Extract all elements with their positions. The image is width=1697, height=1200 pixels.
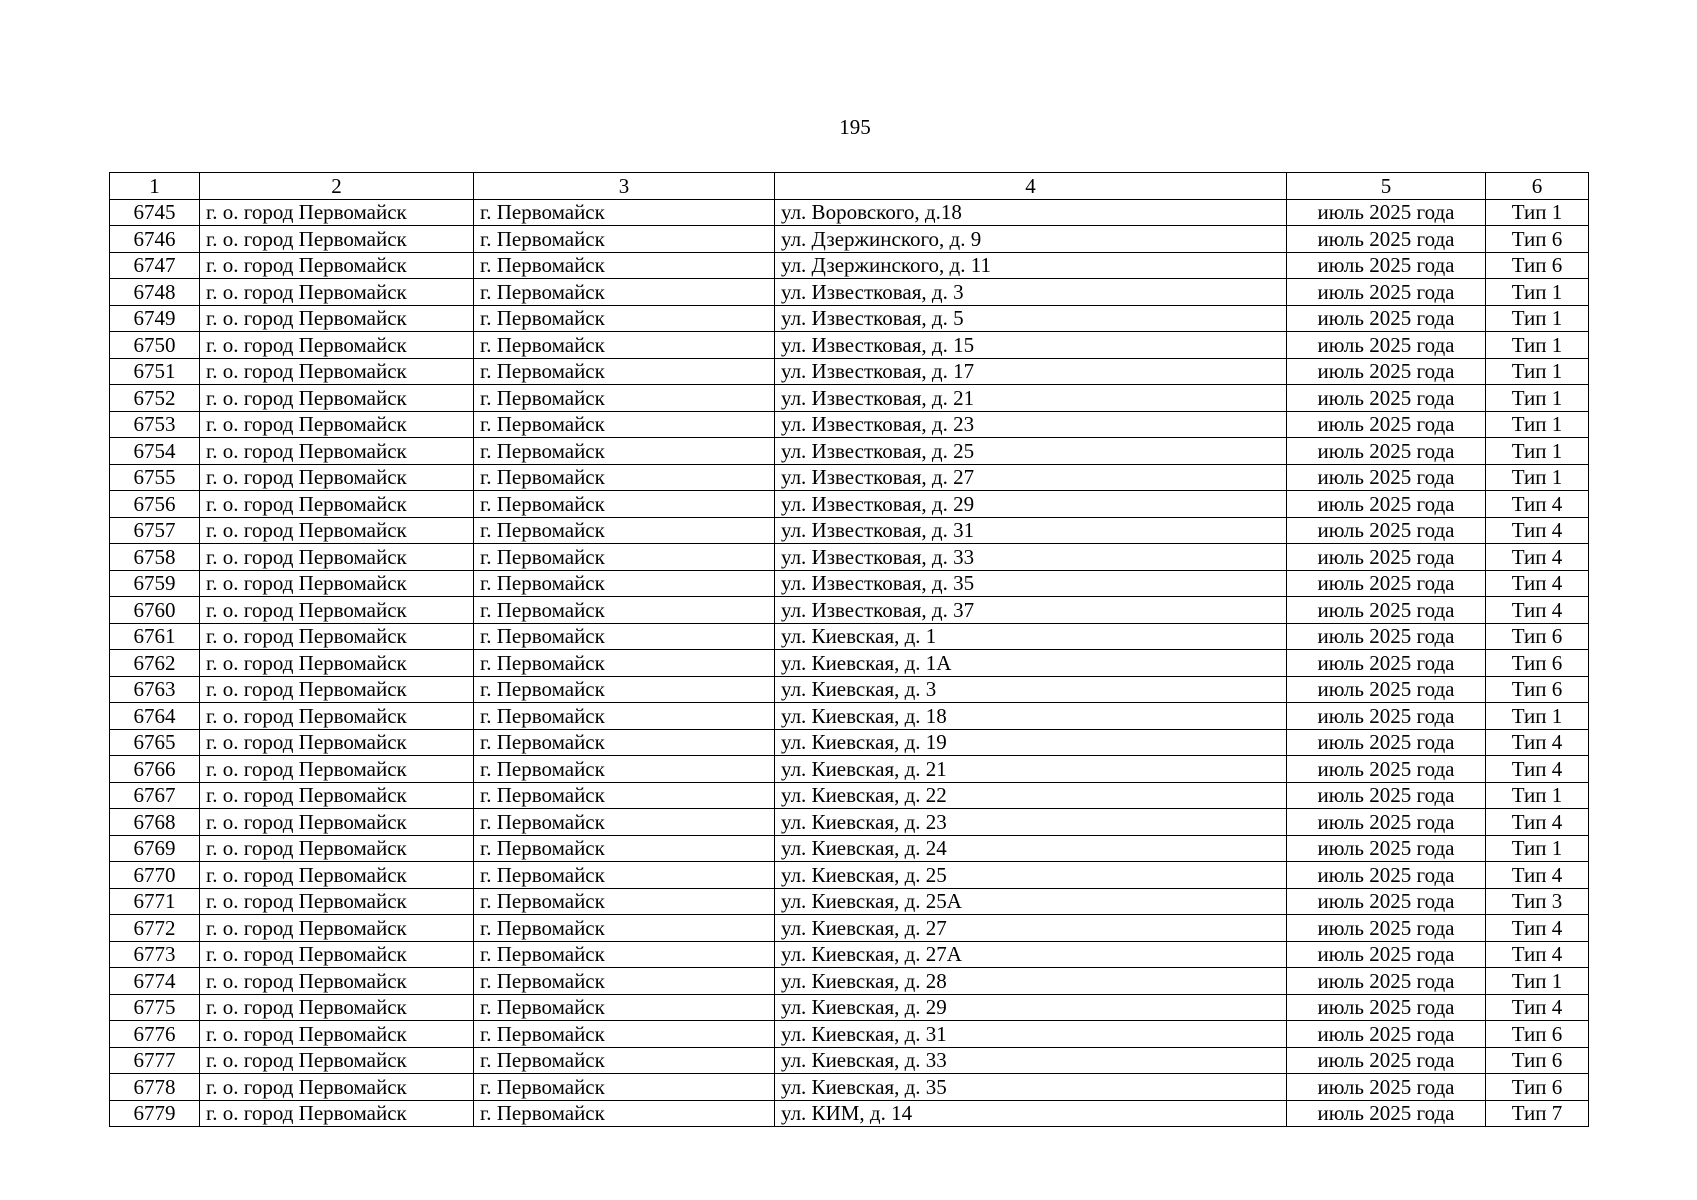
address-cell: ул. Киевская, д. 29 bbox=[775, 994, 1287, 1021]
row-number-cell: 6753 bbox=[110, 411, 200, 438]
column-header: 6 bbox=[1486, 173, 1589, 200]
row-number-cell: 6756 bbox=[110, 491, 200, 518]
address-cell: ул. Известковая, д. 29 bbox=[775, 491, 1287, 518]
header-row bbox=[110, 173, 1589, 200]
row-number-cell: 6762 bbox=[110, 650, 200, 677]
table-row bbox=[110, 199, 1589, 226]
column-header: 5 bbox=[1287, 173, 1486, 200]
date-cell: июль 2025 года bbox=[1287, 1021, 1486, 1048]
table-row bbox=[110, 385, 1589, 412]
district-cell: г. о. город Первомайск bbox=[200, 570, 474, 597]
row-number-cell: 6778 bbox=[110, 1074, 200, 1101]
date-cell: июль 2025 года bbox=[1287, 305, 1486, 332]
city-cell: г. Первомайск bbox=[474, 994, 775, 1021]
district-cell: г. о. город Первомайск bbox=[200, 915, 474, 942]
date-cell: июль 2025 года bbox=[1287, 941, 1486, 968]
column-header: 3 bbox=[474, 173, 775, 200]
district-cell: г. о. город Первомайск bbox=[200, 279, 474, 306]
table-row bbox=[110, 994, 1589, 1021]
type-cell: Тип 6 bbox=[1486, 650, 1589, 677]
date-cell: июль 2025 года bbox=[1287, 385, 1486, 412]
row-number-cell: 6770 bbox=[110, 862, 200, 889]
type-cell: Тип 1 bbox=[1486, 438, 1589, 465]
date-cell: июль 2025 года bbox=[1287, 703, 1486, 730]
address-cell: ул. Известковая, д. 21 bbox=[775, 385, 1287, 412]
district-cell: г. о. город Первомайск bbox=[200, 941, 474, 968]
district-cell: г. о. город Первомайск bbox=[200, 862, 474, 889]
address-cell: ул. Киевская, д. 22 bbox=[775, 782, 1287, 809]
district-cell: г. о. город Первомайск bbox=[200, 544, 474, 571]
address-cell: ул. Дзержинского, д. 11 bbox=[775, 252, 1287, 279]
district-cell: г. о. город Первомайск bbox=[200, 1021, 474, 1048]
city-cell: г. Первомайск bbox=[474, 1021, 775, 1048]
type-cell: Тип 4 bbox=[1486, 941, 1589, 968]
district-cell: г. о. город Первомайск bbox=[200, 332, 474, 359]
date-cell: июль 2025 года bbox=[1287, 464, 1486, 491]
city-cell: г. Первомайск bbox=[474, 358, 775, 385]
type-cell: Тип 6 bbox=[1486, 252, 1589, 279]
city-cell: г. Первомайск bbox=[474, 915, 775, 942]
type-cell: Тип 4 bbox=[1486, 597, 1589, 624]
type-cell: Тип 4 bbox=[1486, 491, 1589, 518]
table-row bbox=[110, 888, 1589, 915]
date-cell: июль 2025 года bbox=[1287, 968, 1486, 995]
type-cell: Тип 4 bbox=[1486, 994, 1589, 1021]
district-cell: г. о. город Первомайск bbox=[200, 464, 474, 491]
type-cell: Тип 4 bbox=[1486, 544, 1589, 571]
row-number-cell: 6760 bbox=[110, 597, 200, 624]
table-row bbox=[110, 862, 1589, 889]
type-cell: Тип 4 bbox=[1486, 517, 1589, 544]
date-cell: июль 2025 года bbox=[1287, 226, 1486, 253]
date-cell: июль 2025 года bbox=[1287, 252, 1486, 279]
type-cell: Тип 4 bbox=[1486, 809, 1589, 836]
type-cell: Тип 4 bbox=[1486, 862, 1589, 889]
table-row bbox=[110, 438, 1589, 465]
row-number-cell: 6777 bbox=[110, 1047, 200, 1074]
city-cell: г. Первомайск bbox=[474, 676, 775, 703]
city-cell: г. Первомайск bbox=[474, 252, 775, 279]
district-cell: г. о. город Первомайск bbox=[200, 1074, 474, 1101]
date-cell: июль 2025 года bbox=[1287, 888, 1486, 915]
table-row bbox=[110, 1047, 1589, 1074]
district-cell: г. о. город Первомайск bbox=[200, 729, 474, 756]
district-cell: г. о. город Первомайск bbox=[200, 252, 474, 279]
date-cell: июль 2025 года bbox=[1287, 809, 1486, 836]
address-cell: ул. Киевская, д. 21 bbox=[775, 756, 1287, 783]
date-cell: июль 2025 года bbox=[1287, 517, 1486, 544]
district-cell: г. о. город Первомайск bbox=[200, 676, 474, 703]
city-cell: г. Первомайск bbox=[474, 226, 775, 253]
row-number-cell: 6749 bbox=[110, 305, 200, 332]
date-cell: июль 2025 года bbox=[1287, 491, 1486, 518]
date-cell: июль 2025 года bbox=[1287, 862, 1486, 889]
address-cell: ул. Киевская, д. 27 bbox=[775, 915, 1287, 942]
table-row bbox=[110, 703, 1589, 730]
type-cell: Тип 1 bbox=[1486, 835, 1589, 862]
address-cell: ул. Известковая, д. 37 bbox=[775, 597, 1287, 624]
row-number-cell: 6755 bbox=[110, 464, 200, 491]
table-row bbox=[110, 756, 1589, 783]
city-cell: г. Первомайск bbox=[474, 941, 775, 968]
district-cell: г. о. город Первомайск bbox=[200, 597, 474, 624]
table-row bbox=[110, 729, 1589, 756]
city-cell: г. Первомайск bbox=[474, 650, 775, 677]
table-row bbox=[110, 1074, 1589, 1101]
row-number-cell: 6771 bbox=[110, 888, 200, 915]
city-cell: г. Первомайск bbox=[474, 1074, 775, 1101]
type-cell: Тип 4 bbox=[1486, 729, 1589, 756]
type-cell: Тип 1 bbox=[1486, 279, 1589, 306]
address-cell: ул. Известковая, д. 31 bbox=[775, 517, 1287, 544]
city-cell: г. Первомайск bbox=[474, 623, 775, 650]
district-cell: г. о. город Первомайск bbox=[200, 756, 474, 783]
address-cell: ул. Киевская, д. 33 bbox=[775, 1047, 1287, 1074]
district-cell: г. о. город Первомайск bbox=[200, 411, 474, 438]
date-cell: июль 2025 года bbox=[1287, 676, 1486, 703]
address-cell: ул. Известковая, д. 27 bbox=[775, 464, 1287, 491]
district-cell: г. о. город Первомайск bbox=[200, 358, 474, 385]
city-cell: г. Первомайск bbox=[474, 385, 775, 412]
table-row bbox=[110, 809, 1589, 836]
table-row bbox=[110, 332, 1589, 359]
district-cell: г. о. город Первомайск bbox=[200, 782, 474, 809]
table-header bbox=[110, 173, 1589, 200]
date-cell: июль 2025 года bbox=[1287, 358, 1486, 385]
page-number: 195 bbox=[839, 115, 871, 139]
row-number-cell: 6768 bbox=[110, 809, 200, 836]
row-number-cell: 6745 bbox=[110, 199, 200, 226]
row-number-cell: 6772 bbox=[110, 915, 200, 942]
table-row bbox=[110, 226, 1589, 253]
row-number-cell: 6748 bbox=[110, 279, 200, 306]
table-row bbox=[110, 968, 1589, 995]
table-body bbox=[110, 199, 1589, 1127]
district-cell: г. о. город Первомайск bbox=[200, 1047, 474, 1074]
table-row bbox=[110, 650, 1589, 677]
address-cell: ул. Киевская, д. 23 bbox=[775, 809, 1287, 836]
city-cell: г. Первомайск bbox=[474, 199, 775, 226]
date-cell: июль 2025 года bbox=[1287, 1074, 1486, 1101]
row-number-cell: 6746 bbox=[110, 226, 200, 253]
row-number-cell: 6779 bbox=[110, 1100, 200, 1127]
city-cell: г. Первомайск bbox=[474, 464, 775, 491]
type-cell: Тип 6 bbox=[1486, 1047, 1589, 1074]
type-cell: Тип 1 bbox=[1486, 411, 1589, 438]
row-number-cell: 6757 bbox=[110, 517, 200, 544]
address-cell: ул. Воровского, д.18 bbox=[775, 199, 1287, 226]
table-row bbox=[110, 252, 1589, 279]
type-cell: Тип 6 bbox=[1486, 623, 1589, 650]
type-cell: Тип 1 bbox=[1486, 703, 1589, 730]
city-cell: г. Первомайск bbox=[474, 411, 775, 438]
row-number-cell: 6774 bbox=[110, 968, 200, 995]
column-header: 4 bbox=[775, 173, 1287, 200]
row-number-cell: 6759 bbox=[110, 570, 200, 597]
date-cell: июль 2025 года bbox=[1287, 650, 1486, 677]
address-cell: ул. Киевская, д. 25 bbox=[775, 862, 1287, 889]
table-row bbox=[110, 676, 1589, 703]
date-cell: июль 2025 года bbox=[1287, 756, 1486, 783]
address-cell: ул. Известковая, д. 23 bbox=[775, 411, 1287, 438]
table-row bbox=[110, 305, 1589, 332]
row-number-cell: 6769 bbox=[110, 835, 200, 862]
city-cell: г. Первомайск bbox=[474, 756, 775, 783]
type-cell: Тип 3 bbox=[1486, 888, 1589, 915]
table-row bbox=[110, 491, 1589, 518]
date-cell: июль 2025 года bbox=[1287, 199, 1486, 226]
table-row bbox=[110, 411, 1589, 438]
city-cell: г. Первомайск bbox=[474, 862, 775, 889]
type-cell: Тип 4 bbox=[1486, 915, 1589, 942]
type-cell: Тип 1 bbox=[1486, 782, 1589, 809]
type-cell: Тип 1 bbox=[1486, 305, 1589, 332]
city-cell: г. Первомайск bbox=[474, 491, 775, 518]
table-row bbox=[110, 623, 1589, 650]
address-cell: ул. Киевская, д. 1 bbox=[775, 623, 1287, 650]
district-cell: г. о. город Первомайск bbox=[200, 835, 474, 862]
city-cell: г. Первомайск bbox=[474, 1100, 775, 1127]
date-cell: июль 2025 года bbox=[1287, 994, 1486, 1021]
date-cell: июль 2025 года bbox=[1287, 623, 1486, 650]
city-cell: г. Первомайск bbox=[474, 544, 775, 571]
type-cell: Тип 1 bbox=[1486, 358, 1589, 385]
type-cell: Тип 1 bbox=[1486, 199, 1589, 226]
address-cell: ул. Киевская, д. 1А bbox=[775, 650, 1287, 677]
district-cell: г. о. город Первомайск bbox=[200, 994, 474, 1021]
address-cell: ул. Киевская, д. 31 bbox=[775, 1021, 1287, 1048]
date-cell: июль 2025 года bbox=[1287, 544, 1486, 571]
city-cell: г. Первомайск bbox=[474, 703, 775, 730]
district-cell: г. о. город Первомайск bbox=[200, 623, 474, 650]
row-number-cell: 6775 bbox=[110, 994, 200, 1021]
row-number-cell: 6761 bbox=[110, 623, 200, 650]
city-cell: г. Первомайск bbox=[474, 888, 775, 915]
address-cell: ул. Киевская, д. 24 bbox=[775, 835, 1287, 862]
city-cell: г. Первомайск bbox=[474, 968, 775, 995]
type-cell: Тип 4 bbox=[1486, 570, 1589, 597]
row-number-cell: 6767 bbox=[110, 782, 200, 809]
address-cell: ул. Киевская, д. 18 bbox=[775, 703, 1287, 730]
address-cell: ул. Киевская, д. 28 bbox=[775, 968, 1287, 995]
district-cell: г. о. город Первомайск bbox=[200, 305, 474, 332]
address-cell: ул. Известковая, д. 3 bbox=[775, 279, 1287, 306]
district-cell: г. о. город Первомайск bbox=[200, 517, 474, 544]
type-cell: Тип 6 bbox=[1486, 226, 1589, 253]
address-cell: ул. Известковая, д. 5 bbox=[775, 305, 1287, 332]
type-cell: Тип 6 bbox=[1486, 1021, 1589, 1048]
table-row bbox=[110, 1021, 1589, 1048]
district-cell: г. о. город Первомайск bbox=[200, 438, 474, 465]
table-row bbox=[110, 597, 1589, 624]
date-cell: июль 2025 года bbox=[1287, 782, 1486, 809]
column-header: 1 bbox=[110, 173, 200, 200]
type-cell: Тип 4 bbox=[1486, 756, 1589, 783]
date-cell: июль 2025 года bbox=[1287, 835, 1486, 862]
date-cell: июль 2025 года bbox=[1287, 570, 1486, 597]
row-number-cell: 6776 bbox=[110, 1021, 200, 1048]
table-row bbox=[110, 915, 1589, 942]
table-row bbox=[110, 1100, 1589, 1127]
type-cell: Тип 1 bbox=[1486, 464, 1589, 491]
table-row bbox=[110, 517, 1589, 544]
table-row bbox=[110, 544, 1589, 571]
row-number-cell: 6747 bbox=[110, 252, 200, 279]
district-cell: г. о. город Первомайск bbox=[200, 968, 474, 995]
city-cell: г. Первомайск bbox=[474, 835, 775, 862]
table-row bbox=[110, 782, 1589, 809]
address-cell: ул. Дзержинского, д. 9 bbox=[775, 226, 1287, 253]
date-cell: июль 2025 года bbox=[1287, 411, 1486, 438]
date-cell: июль 2025 года bbox=[1287, 438, 1486, 465]
city-cell: г. Первомайск bbox=[474, 597, 775, 624]
row-number-cell: 6758 bbox=[110, 544, 200, 571]
column-header: 2 bbox=[200, 173, 474, 200]
date-cell: июль 2025 года bbox=[1287, 597, 1486, 624]
city-cell: г. Первомайск bbox=[474, 305, 775, 332]
row-number-cell: 6764 bbox=[110, 703, 200, 730]
address-cell: ул. КИМ, д. 14 bbox=[775, 1100, 1287, 1127]
city-cell: г. Первомайск bbox=[474, 1047, 775, 1074]
registry-table bbox=[109, 172, 1589, 1127]
district-cell: г. о. город Первомайск bbox=[200, 650, 474, 677]
city-cell: г. Первомайск bbox=[474, 570, 775, 597]
city-cell: г. Первомайск bbox=[474, 332, 775, 359]
district-cell: г. о. город Первомайск bbox=[200, 703, 474, 730]
row-number-cell: 6766 bbox=[110, 756, 200, 783]
type-cell: Тип 1 bbox=[1486, 385, 1589, 412]
district-cell: г. о. город Первомайск bbox=[200, 1100, 474, 1127]
table-row bbox=[110, 570, 1589, 597]
city-cell: г. Первомайск bbox=[474, 729, 775, 756]
type-cell: Тип 6 bbox=[1486, 1074, 1589, 1101]
date-cell: июль 2025 года bbox=[1287, 332, 1486, 359]
table-row bbox=[110, 941, 1589, 968]
table-row bbox=[110, 358, 1589, 385]
table-row bbox=[110, 279, 1589, 306]
city-cell: г. Первомайск bbox=[474, 782, 775, 809]
district-cell: г. о. город Первомайск bbox=[200, 809, 474, 836]
table-row bbox=[110, 835, 1589, 862]
address-cell: ул. Киевская, д. 27А bbox=[775, 941, 1287, 968]
row-number-cell: 6765 bbox=[110, 729, 200, 756]
address-cell: ул. Известковая, д. 33 bbox=[775, 544, 1287, 571]
type-cell: Тип 1 bbox=[1486, 968, 1589, 995]
date-cell: июль 2025 года bbox=[1287, 1100, 1486, 1127]
address-cell: ул. Киевская, д. 35 bbox=[775, 1074, 1287, 1101]
row-number-cell: 6751 bbox=[110, 358, 200, 385]
district-cell: г. о. город Первомайск bbox=[200, 888, 474, 915]
address-cell: ул. Известковая, д. 15 bbox=[775, 332, 1287, 359]
row-number-cell: 6754 bbox=[110, 438, 200, 465]
type-cell: Тип 7 bbox=[1486, 1100, 1589, 1127]
type-cell: Тип 6 bbox=[1486, 676, 1589, 703]
date-cell: июль 2025 года bbox=[1287, 729, 1486, 756]
city-cell: г. Первомайск bbox=[474, 809, 775, 836]
address-cell: ул. Известковая, д. 17 bbox=[775, 358, 1287, 385]
address-cell: ул. Киевская, д. 19 bbox=[775, 729, 1287, 756]
date-cell: июль 2025 года bbox=[1287, 1047, 1486, 1074]
row-number-cell: 6752 bbox=[110, 385, 200, 412]
district-cell: г. о. город Первомайск bbox=[200, 385, 474, 412]
district-cell: г. о. город Первомайск bbox=[200, 199, 474, 226]
district-cell: г. о. город Первомайск bbox=[200, 491, 474, 518]
type-cell: Тип 1 bbox=[1486, 332, 1589, 359]
city-cell: г. Первомайск bbox=[474, 517, 775, 544]
city-cell: г. Первомайск bbox=[474, 438, 775, 465]
city-cell: г. Первомайск bbox=[474, 279, 775, 306]
address-cell: ул. Киевская, д. 3 bbox=[775, 676, 1287, 703]
row-number-cell: 6763 bbox=[110, 676, 200, 703]
district-cell: г. о. город Первомайск bbox=[200, 226, 474, 253]
date-cell: июль 2025 года bbox=[1287, 279, 1486, 306]
row-number-cell: 6750 bbox=[110, 332, 200, 359]
address-cell: ул. Известковая, д. 35 bbox=[775, 570, 1287, 597]
row-number-cell: 6773 bbox=[110, 941, 200, 968]
address-cell: ул. Известковая, д. 25 bbox=[775, 438, 1287, 465]
address-cell: ул. Киевская, д. 25А bbox=[775, 888, 1287, 915]
table-row bbox=[110, 464, 1589, 491]
date-cell: июль 2025 года bbox=[1287, 915, 1486, 942]
